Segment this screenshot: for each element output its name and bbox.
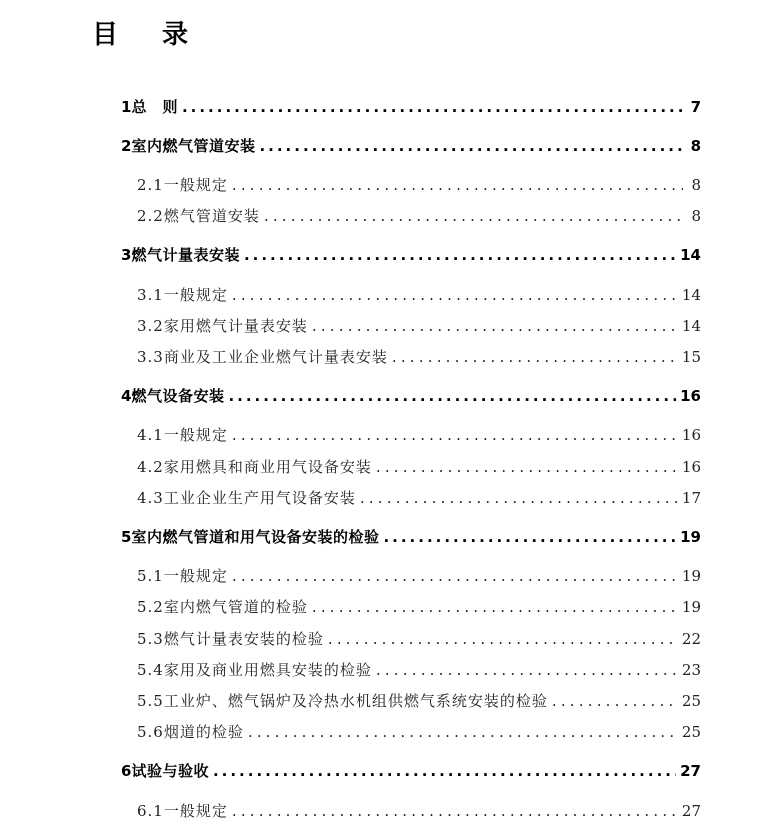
dot-leader [228,387,676,405]
entry-page-number: 16 [681,458,701,476]
entry-number: 5.6 [137,723,164,741]
toc-entry[interactable] [137,596,701,617]
entry-label: 家用燃气计量表安装 [163,317,308,335]
dot-leader [244,246,676,264]
toc-entry[interactable] [137,174,701,195]
entry-label: 工业炉、燃气锅炉及冷热水机组供燃气系统安装的检验 [163,692,548,710]
entry-number: 5.1 [137,567,164,585]
entry-number: 5 [121,528,132,546]
toc-entry[interactable] [121,135,701,156]
toc-entry[interactable] [137,565,701,586]
dot-leader [312,598,678,616]
entry-label: 燃气设备安装 [131,387,225,405]
toc-entry[interactable] [137,487,701,508]
entry-page-number: 19 [680,528,701,546]
entry-page-number: 27 [680,762,701,780]
entry-label: 家用燃具和商业用气设备安装 [163,458,372,476]
entry-number: 2 [121,137,132,155]
dot-leader [264,207,683,225]
entry-page-number: 8 [691,207,701,225]
toc-entry[interactable] [137,690,701,711]
dot-leader [392,348,678,366]
entry-page-number: 22 [681,630,701,648]
entry-number: 4.2 [137,458,164,476]
toc-entry[interactable] [137,346,701,367]
entry-label: 燃气计量表安装的检验 [163,630,324,648]
dot-leader [232,567,678,585]
entry-number: 4.1 [137,426,164,444]
dot-leader [232,426,678,444]
entry-number: 2.1 [137,176,164,194]
entry-label: 试验与验收 [131,762,209,780]
entry-label: 室内燃气管道和用气设备安装的检验 [131,528,380,546]
entry-number: 6.1 [137,802,164,820]
entry-label: 一般规定 [163,176,228,194]
toc-entry[interactable] [137,424,701,445]
dot-leader [232,802,678,820]
toc-entry[interactable] [121,244,701,265]
entry-label: 家用及商业用燃具安装的检验 [163,661,372,679]
entry-label: 燃气计量表安装 [131,246,240,264]
entry-page-number: 15 [681,348,701,366]
toc-entry[interactable] [137,315,701,336]
entry-page-number: 25 [681,692,701,710]
entry-number: 6 [121,762,132,780]
entry-label: 工业企业生产用气设备安装 [163,489,356,507]
entry-page-number: 27 [681,802,701,820]
toc-entry[interactable] [137,284,701,305]
entry-number: 2.2 [137,207,164,225]
entry-number: 1 [121,98,132,116]
entry-number: 3.3 [137,348,164,366]
dot-leader [213,762,676,780]
dot-leader [182,98,683,116]
entry-number: 5.2 [137,598,164,616]
dot-leader [328,630,678,648]
entry-number: 5.3 [137,630,164,648]
title-char-1: 目 [92,20,119,50]
entry-label: 一般规定 [163,426,228,444]
toc-entry[interactable] [137,800,701,821]
dot-leader [248,723,678,741]
dot-leader [376,458,678,476]
entry-number: 5.5 [137,692,164,710]
entry-page-number: 16 [681,426,701,444]
entry-page-number: 23 [681,661,701,679]
toc-entry[interactable] [137,659,701,680]
entry-label: 总 则 [131,98,178,116]
entry-page-number: 25 [681,723,701,741]
entry-page-number: 14 [681,286,701,304]
entry-number: 4 [121,387,132,405]
entry-number: 3.1 [137,286,164,304]
entry-number: 5.4 [137,661,164,679]
dot-leader [383,528,676,546]
entry-label: 一般规定 [163,286,228,304]
toc-entry[interactable] [121,385,701,406]
entry-label: 烟道的检验 [163,723,244,741]
entry-label: 一般规定 [163,802,228,820]
entry-label: 商业及工业企业燃气计量表安装 [163,348,388,366]
toc-entry[interactable] [137,205,701,226]
dot-leader [232,286,678,304]
entry-page-number: 8 [690,137,701,155]
dot-leader [552,692,678,710]
entry-page-number: 19 [681,567,701,585]
toc-entry[interactable] [121,526,701,547]
entry-label: 室内燃气管道的检验 [163,598,308,616]
entry-page-number: 16 [680,387,701,405]
dot-leader [376,661,678,679]
dot-leader [360,489,678,507]
entry-label: 室内燃气管道安装 [131,137,256,155]
toc-entry[interactable] [137,456,701,477]
entry-label: 一般规定 [163,567,228,585]
entry-page-number: 7 [690,98,701,116]
entry-number: 3.2 [137,317,164,335]
entry-page-number: 8 [691,176,701,194]
entry-page-number: 19 [681,598,701,616]
toc-entry[interactable] [137,628,701,649]
entry-page-number: 17 [681,489,701,507]
dot-leader [232,176,683,194]
toc-entry[interactable] [121,760,701,781]
entry-number: 3 [121,246,132,264]
dot-leader [259,137,683,155]
toc-entry[interactable] [121,96,701,117]
entry-label: 燃气管道安装 [163,207,260,225]
toc-entry[interactable] [137,721,701,742]
dot-leader [312,317,678,335]
entry-page-number: 14 [681,317,701,335]
title-char-2: 录 [162,20,189,50]
entry-page-number: 14 [680,246,701,264]
entry-number: 4.3 [137,489,164,507]
